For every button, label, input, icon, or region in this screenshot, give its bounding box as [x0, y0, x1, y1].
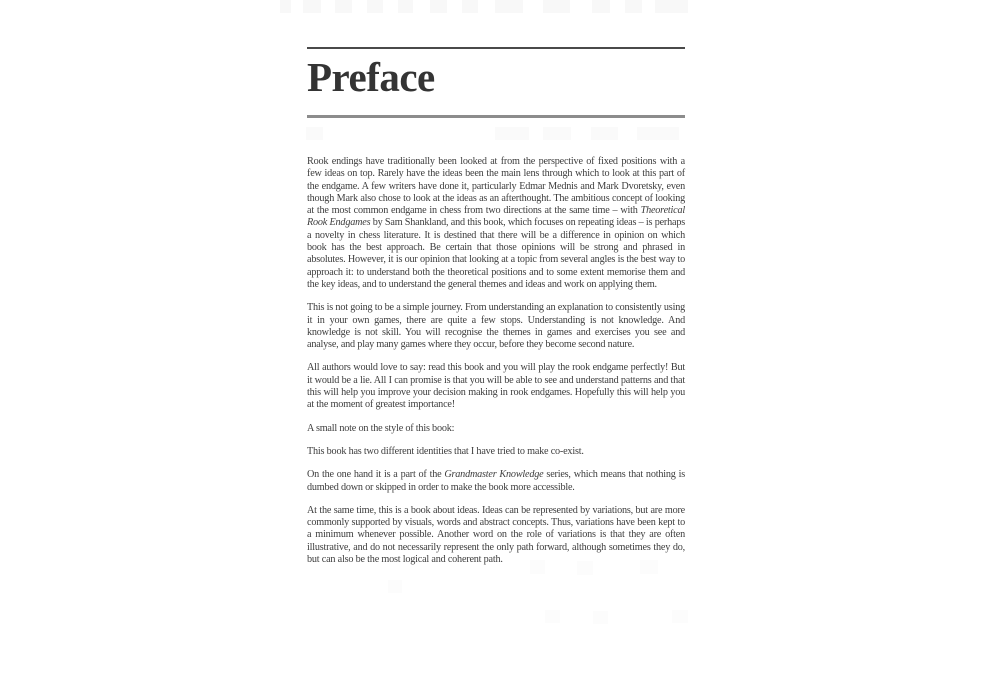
title-rule-bottom: [307, 115, 685, 118]
paragraph: [307, 156, 685, 291]
bleed-artifact: [280, 0, 291, 13]
paragraph: [307, 446, 685, 458]
text-segment: A small note on the style of this book:: [307, 422, 455, 434]
paragraph: [307, 302, 685, 351]
text-segment: At the same time, this is a book about ideas. Ideas can be represented by variations, but are more commonly supported by visuals, words and abstract concepts. Thus, variations have been kept to a minimum whenever possible. Another word on the role of variations is that they are often illustrative, and do not necessarily represent the only path forward, although sometimes they do, but can also be the most logical and coherent path.: [307, 504, 685, 566]
paragraph: [307, 423, 685, 435]
preface-body: [307, 156, 685, 566]
text-segment: series, which means that nothing is dumbed down or skipped in order to make the book more accessible.: [307, 469, 685, 493]
paragraph: [307, 505, 685, 566]
text-segment: This is not going to be a simple journey. From understanding an explanation to consistently using it in your own games, there are quite a few stops. Understanding is not knowledge. And knowledge is not skill. You will recognise the themes in games and exercises you see and analyse, and play many games where they occur, before they become second nature.: [307, 302, 685, 351]
italic-book-title: Grandmaster Knowledge: [444, 469, 544, 481]
paragraph: [307, 469, 685, 494]
text-segment: Rook endings have traditionally been looked at from the perspective of fixed positions with a few ideas on top. Rarely have the ideas been the main lens through which to look at this part of the endgame. A few writers have done it, particularly Edmar Mednis and Mark Dvoretsky, even though Mark also chose to look at the ideas as an afterthought. The ambitious concept of looking at the most common endgame in chess from two directions at the same time – with: [307, 156, 685, 217]
text-segment: On the one hand it is a part of the: [307, 469, 445, 481]
italic-book-title: Theoretical Rook Endgames: [307, 205, 685, 229]
paragraph: [307, 362, 685, 411]
text-segment: All authors would love to say: read this book and you will play the rook endgame perfectly! But it would be a lie. All I can promise is that you will be able to see and understand patterns and that this will help you improve your decision making in rook endgames. Hopefully this will help you at the moment of greatest importance!: [307, 362, 685, 411]
text-segment: by Sam Shankland, and this book, which focuses on repeating ideas – is perhaps a novelty in chess literature. It is destined that there will be a difference in opinion on which book has the best approach. Be certain that those opinions will be strong and phrased in absolutes. However, it is our opinion that looking at a topic from several angles is the best way to approach it: to understand both the theoretical positions and to some extent memorise them and the key ideas, and to understand the general themes and ideas and work on applying them.: [307, 217, 685, 290]
text-column: [307, 0, 685, 675]
title-rule-top: [307, 47, 685, 49]
text-segment: This book has two different identities that I have tried to make co-exist.: [307, 445, 584, 457]
page-title: Preface: [307, 54, 435, 100]
